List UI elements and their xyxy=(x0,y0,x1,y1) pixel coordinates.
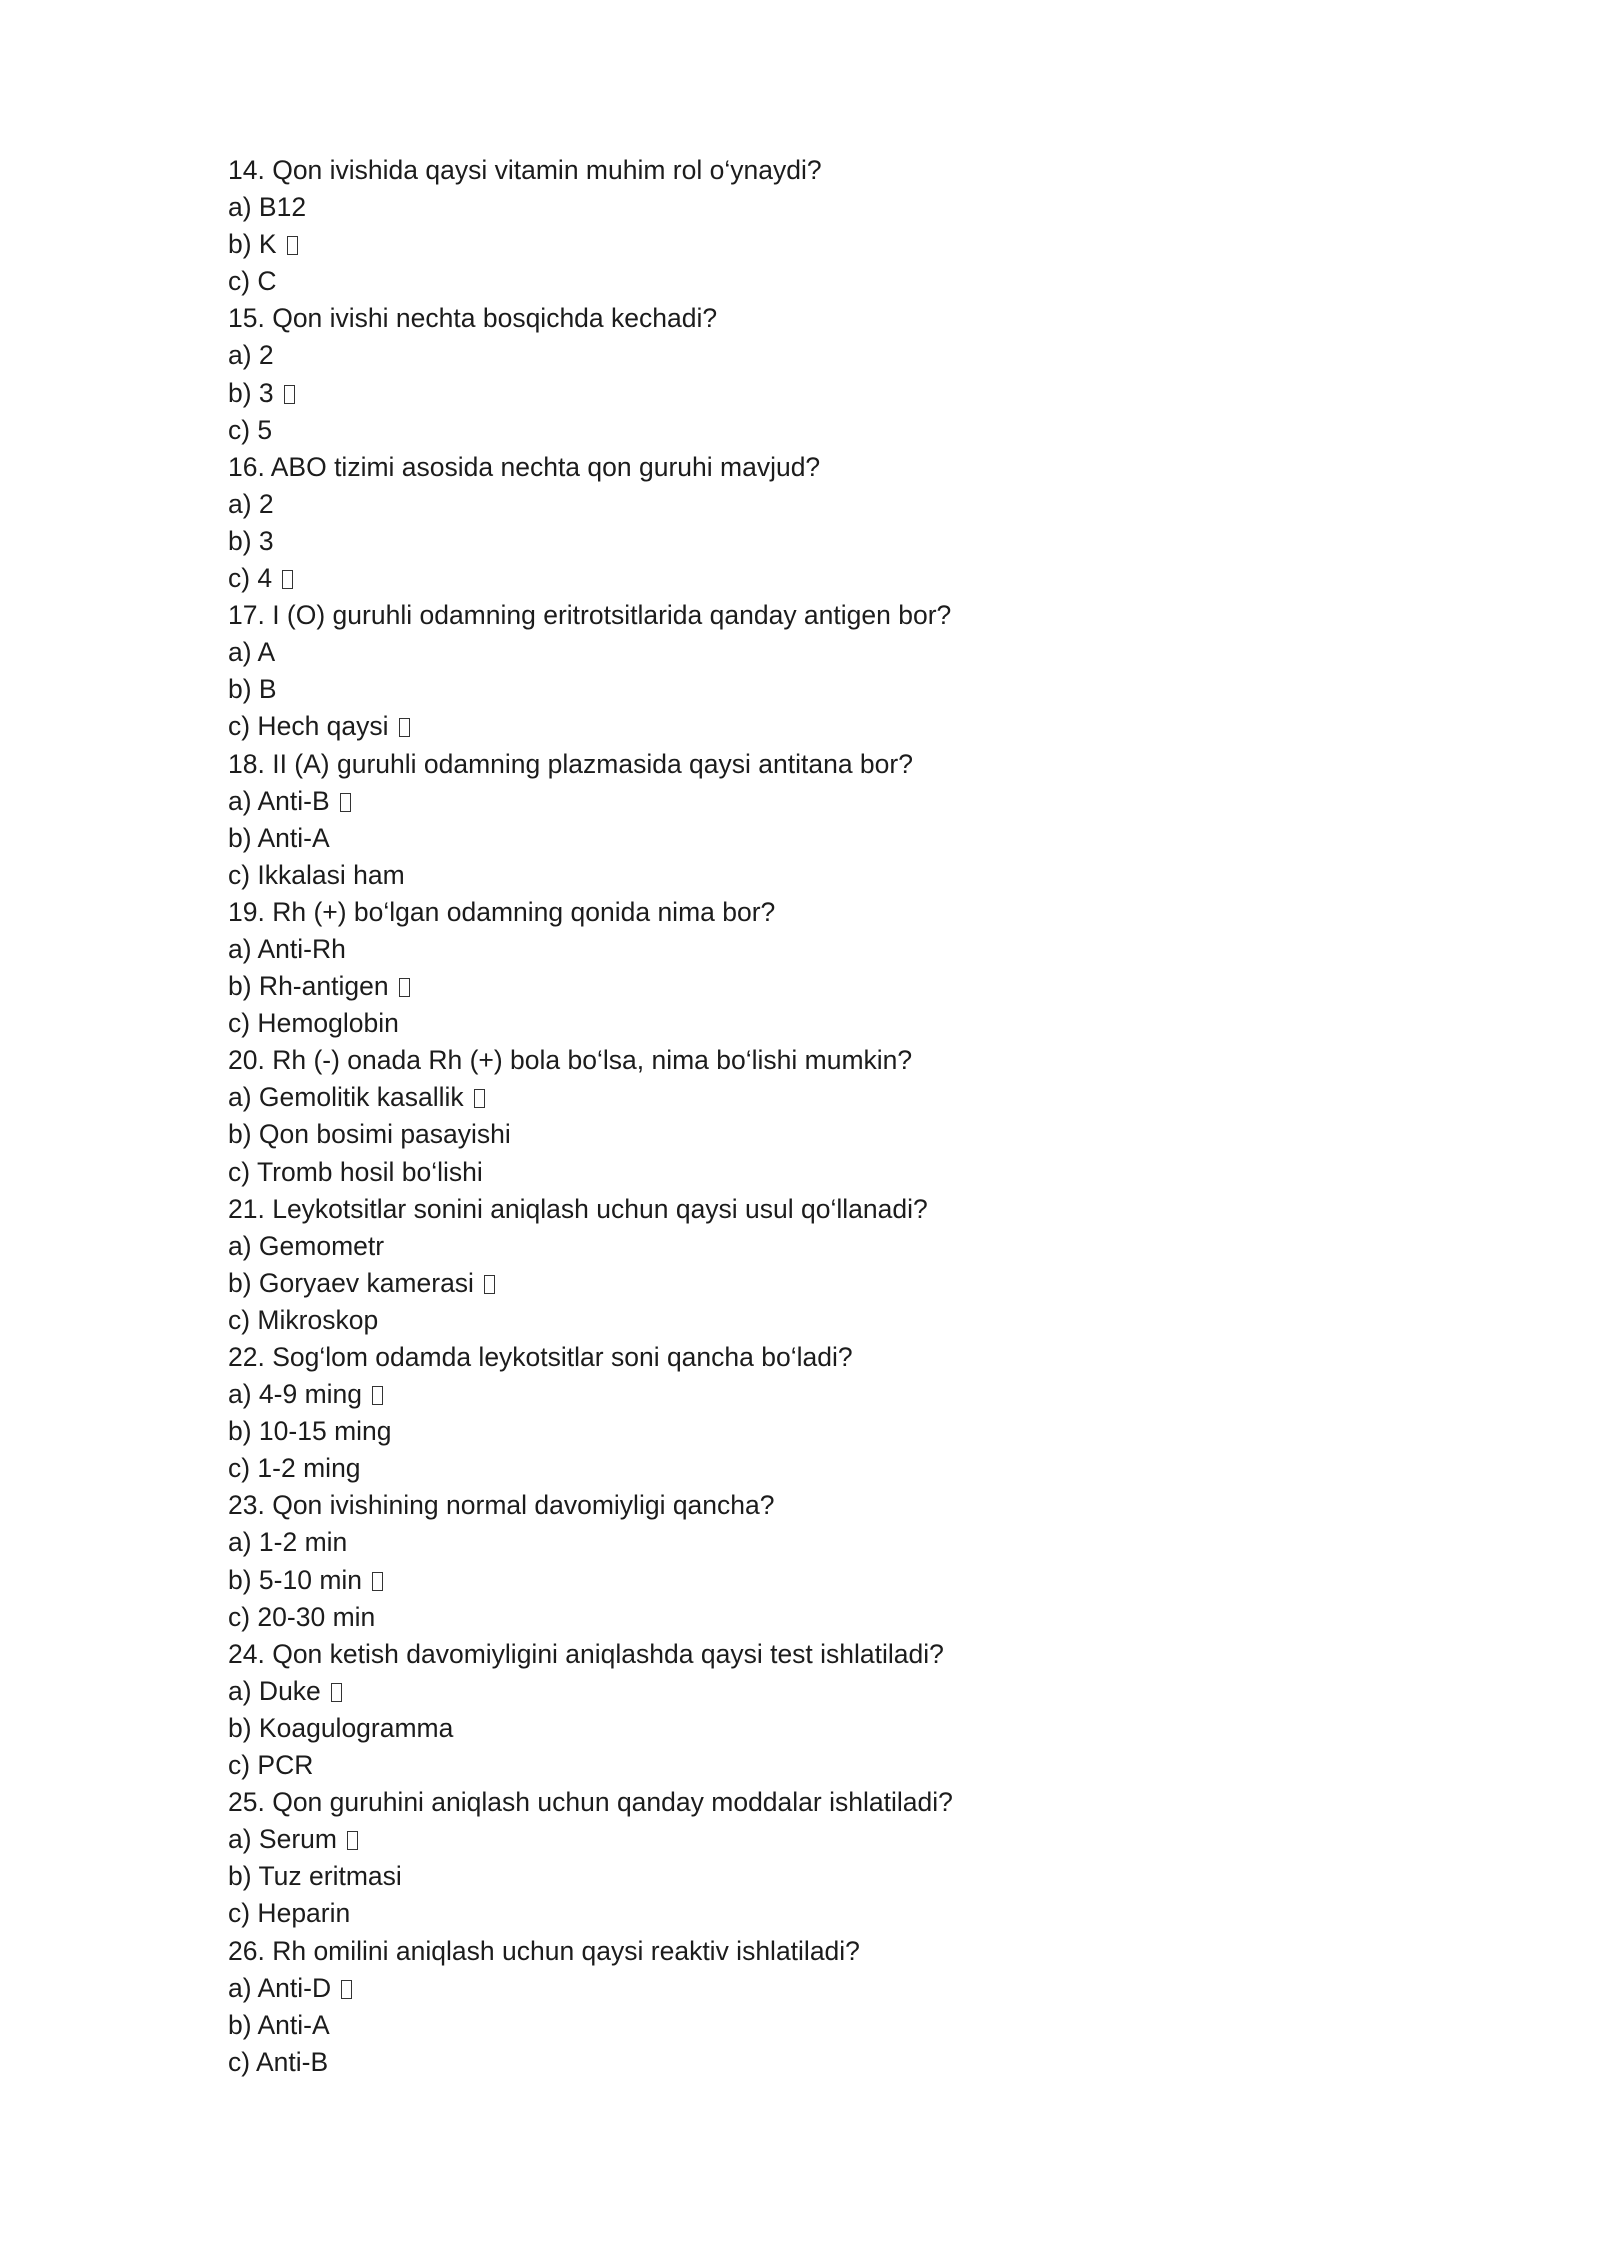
answer-option xyxy=(228,1858,1408,1895)
question-text: 23. Qon ivishining normal davomiyligi qancha? xyxy=(228,1490,775,1521)
answer-option xyxy=(228,857,1408,894)
answer-option xyxy=(228,1895,1408,1932)
answer-option xyxy=(228,1005,1408,1042)
answer-option xyxy=(228,671,1408,708)
answer-option xyxy=(228,1524,1408,1561)
answer-option xyxy=(228,1413,1408,1450)
question-text: 18. II (A) guruhli odamning plazmasida qaysi antitana bor? xyxy=(228,748,913,779)
answer-option-label: c) Mikroskop xyxy=(228,1304,379,1335)
question-text: 26. Rh omilini aniqlash uchun qaysi reaktiv ishlatiladi? xyxy=(228,1935,860,1966)
question-text: 24. Qon ketish davomiyligini aniqlashda qaysi test ishlatiladi? xyxy=(228,1638,944,1669)
question-text: 22. Sog‘lom odamda leykotsitlar soni qancha bo‘ladi? xyxy=(228,1342,853,1372)
answer-option xyxy=(228,2007,1408,2044)
question-text: 17. I (O) guruhli odamning eritrotsitlarida qanday antigen bor? xyxy=(228,600,952,631)
answer-option-label: b) 3 xyxy=(228,525,274,556)
answer-option-label: a) Gemolitik kasallik xyxy=(228,1082,464,1113)
answer-option xyxy=(228,820,1408,857)
answer-option xyxy=(228,1599,1408,1636)
correct-answer-mark-icon xyxy=(287,236,298,255)
question-list xyxy=(228,152,1408,2081)
answer-option-label: c) Anti-B xyxy=(228,2046,329,2077)
answer-option-label: b) K xyxy=(228,229,277,260)
answer-option-label: b) 3 xyxy=(228,377,274,408)
answer-option xyxy=(228,263,1408,300)
answer-option-label: c) Tromb hosil bo‘lishi xyxy=(228,1156,483,1187)
answer-option xyxy=(228,1450,1408,1487)
answer-option xyxy=(228,968,1408,1005)
answer-option xyxy=(228,1228,1408,1265)
answer-option-label: b) Tuz eritmasi xyxy=(228,1861,402,1892)
question-text: 25. Qon guruhini aniqlash uchun qanday moddalar ishlatiladi? xyxy=(228,1787,953,1818)
answer-option-label: a) 2 xyxy=(228,340,274,371)
answer-option-label: b) Goryaev kamerasi xyxy=(228,1267,474,1298)
question-text: 16. ABO tizimi asosida nechta qon guruhi mavjud? xyxy=(228,451,821,482)
correct-answer-mark-icon xyxy=(372,1572,383,1591)
question-text: 19. Rh (+) bo‘lgan odamning qonida nima bor? xyxy=(228,896,776,927)
correct-answer-mark-icon xyxy=(399,718,410,737)
correct-answer-mark-icon xyxy=(399,978,410,997)
answer-option xyxy=(228,708,1408,745)
answer-option xyxy=(228,412,1408,449)
answer-option xyxy=(228,1562,1408,1599)
question-text: 21. Leykotsitlar sonini aniqlash uchun qaysi usul qo‘llanadi? xyxy=(228,1193,928,1224)
answer-option-label: a) Anti-B xyxy=(228,785,330,816)
answer-option xyxy=(228,1747,1408,1784)
answer-option xyxy=(228,1079,1408,1116)
answer-option xyxy=(228,1710,1408,1747)
answer-option-label: b) 10-15 ming xyxy=(228,1416,392,1447)
answer-option-label: c) Ikkalasi ham xyxy=(228,859,405,890)
answer-option-label: a) A xyxy=(228,637,276,668)
answer-option xyxy=(228,1265,1408,1302)
answer-option xyxy=(228,931,1408,968)
answer-option xyxy=(228,1970,1408,2007)
answer-option-label: c) C xyxy=(228,266,277,297)
answer-option-label: c) Hech qaysi xyxy=(228,711,389,742)
answer-option-label: b) B xyxy=(228,674,277,705)
answer-option-label: c) Hemoglobin xyxy=(228,1008,399,1039)
answer-option-label: a) B12 xyxy=(228,192,307,223)
correct-answer-mark-icon xyxy=(474,1089,485,1108)
answer-option-label: c) 5 xyxy=(228,414,273,445)
answer-option-label: a) Gemometr xyxy=(228,1230,385,1261)
answer-option xyxy=(228,560,1408,597)
answer-option-label: c) 1-2 ming xyxy=(228,1453,361,1484)
answer-option xyxy=(228,337,1408,374)
answer-option xyxy=(228,634,1408,671)
answer-option-label: c) PCR xyxy=(228,1750,314,1781)
correct-answer-mark-icon xyxy=(331,1683,342,1702)
correct-answer-mark-icon xyxy=(372,1386,383,1405)
answer-option xyxy=(228,486,1408,523)
question-text: 14. Qon ivishida qaysi vitamin muhim rol o‘ynaydi? xyxy=(228,155,822,185)
answer-option xyxy=(228,1376,1408,1413)
correct-answer-mark-icon xyxy=(484,1275,495,1294)
answer-option xyxy=(228,1116,1408,1153)
answer-option-label: c) 4 xyxy=(228,563,273,594)
answer-option xyxy=(228,523,1408,560)
question-text: 15. Qon ivishi nechta bosqichda kechadi? xyxy=(228,303,718,334)
correct-answer-mark-icon xyxy=(284,385,295,404)
answer-option-label: b) Rh-antigen xyxy=(228,971,389,1002)
question-text: 20. Rh (-) onada Rh (+) bola bo‘lsa, nima bo‘lishi mumkin? xyxy=(228,1045,913,1076)
answer-option-label: a) 1-2 min xyxy=(228,1527,348,1558)
answer-option-label: a) 2 xyxy=(228,488,274,519)
answer-option-label: a) Serum xyxy=(228,1824,337,1855)
answer-option xyxy=(228,783,1408,820)
correct-answer-mark-icon xyxy=(347,1831,358,1850)
answer-option-label: b) 5-10 min xyxy=(228,1564,363,1595)
answer-option xyxy=(228,1302,1408,1339)
answer-option-label: b) Anti-A xyxy=(228,822,330,853)
answer-option-label: b) Qon bosimi pasayishi xyxy=(228,1119,511,1150)
answer-option xyxy=(228,189,1408,226)
answer-option xyxy=(228,1821,1408,1858)
answer-option-label: a) Duke xyxy=(228,1675,321,1706)
answer-option xyxy=(228,1154,1408,1191)
answer-option-label: c) Heparin xyxy=(228,1898,351,1929)
answer-option-label: b) Koagulogramma xyxy=(228,1712,454,1743)
answer-option xyxy=(228,375,1408,412)
correct-answer-mark-icon xyxy=(282,570,293,589)
answer-option xyxy=(228,1673,1408,1710)
correct-answer-mark-icon xyxy=(340,793,351,812)
answer-option-label: a) Anti-D xyxy=(228,1972,332,2003)
answer-option xyxy=(228,2044,1408,2081)
answer-option xyxy=(228,226,1408,263)
answer-option-label: a) Anti-Rh xyxy=(228,933,346,964)
answer-option-label: c) 20-30 min xyxy=(228,1601,376,1632)
answer-option-label: b) Anti-A xyxy=(228,2009,330,2040)
answer-option-label: a) 4-9 ming xyxy=(228,1379,363,1410)
correct-answer-mark-icon xyxy=(341,1980,352,1999)
